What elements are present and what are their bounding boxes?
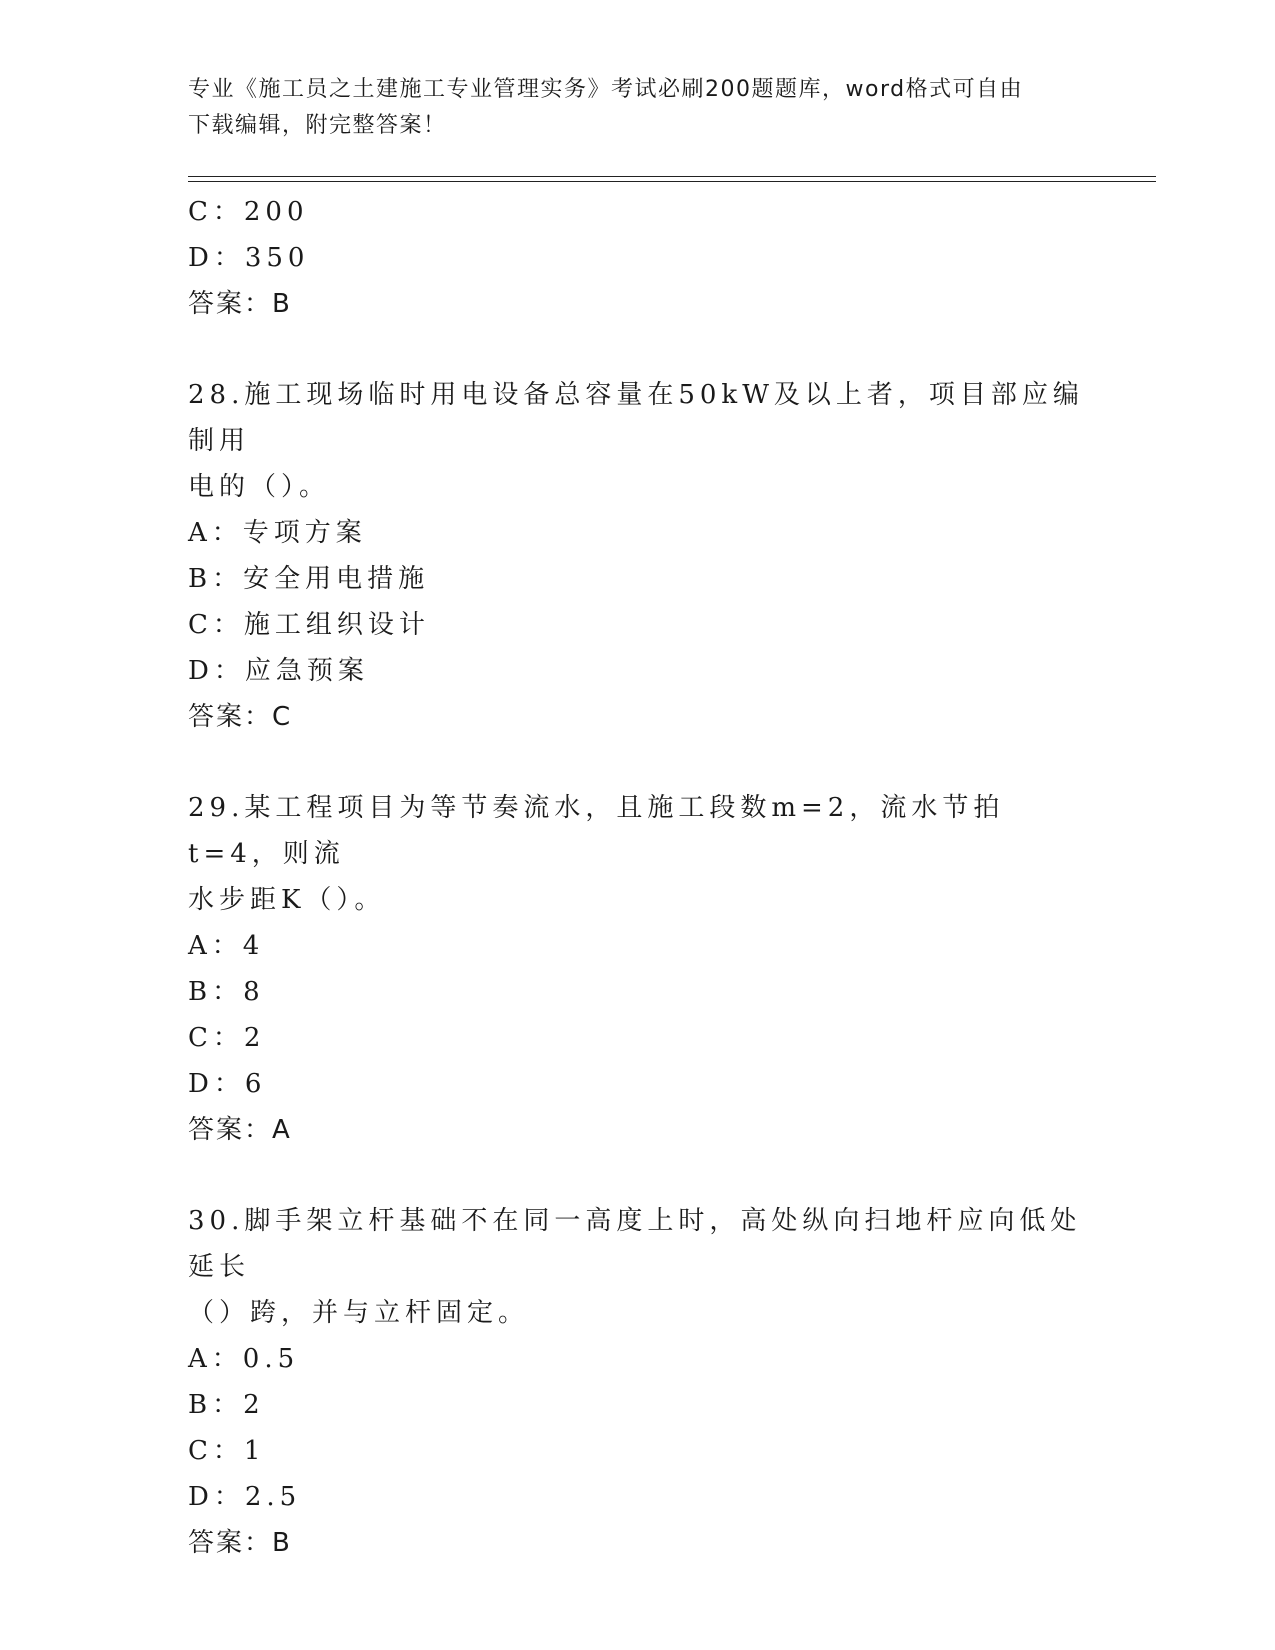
header-divider-bottom [188,181,1156,182]
question-27-tail [188,189,1088,327]
header-line-2: 下载编辑，附完整答案！ [188,113,447,138]
question-text-line-2: 电的（）。 [188,472,331,502]
option-b: B：2 [188,1390,265,1420]
document-body [188,189,1088,1566]
document-header [188,72,1088,144]
option-c: C：施工组织设计 [188,610,430,640]
answer: 答案：B [188,1528,292,1558]
option-a: A：专项方案 [188,518,367,548]
header-divider-top [188,176,1156,177]
question-29 [188,785,1088,1153]
option-d: D：6 [188,1069,267,1099]
option-d: D：2.5 [188,1482,302,1512]
question-30 [188,1198,1088,1566]
option-c: C：200 [188,197,309,227]
option-a: A：0.5 [188,1344,300,1374]
question-28 [188,372,1088,740]
option-b: B：8 [188,977,265,1007]
answer: 答案：B [188,289,292,319]
option-c: C：2 [188,1023,266,1053]
question-text-line-2: 水步距K（）。 [188,885,386,915]
option-c: C：1 [188,1436,266,1466]
option-d: D：350 [188,243,310,273]
option-d: D：应急预案 [188,656,369,686]
option-a: A：4 [188,931,265,961]
question-text-line-1: 28.施工现场临时用电设备总容量在50kW及以上者，项目部应编制用 [188,380,1084,456]
question-text-line-1: 30.脚手架立杆基础不在同一高度上时，高处纵向扫地杆应向低处延长 [188,1206,1082,1282]
option-b: B：安全用电措施 [188,564,430,594]
answer: 答案：A [188,1115,292,1145]
header-line-1: 专业《施工员之土建施工专业管理实务》考试必刷200题题库，word格式可自由 [188,77,1024,102]
answer: 答案：C [188,702,293,732]
question-text-line-1: 29.某工程项目为等节奏流水，且施工段数m=2，流水节拍t=4，则流 [188,793,1005,869]
question-text-line-2: （）跨，并与立杆固定。 [188,1298,530,1328]
